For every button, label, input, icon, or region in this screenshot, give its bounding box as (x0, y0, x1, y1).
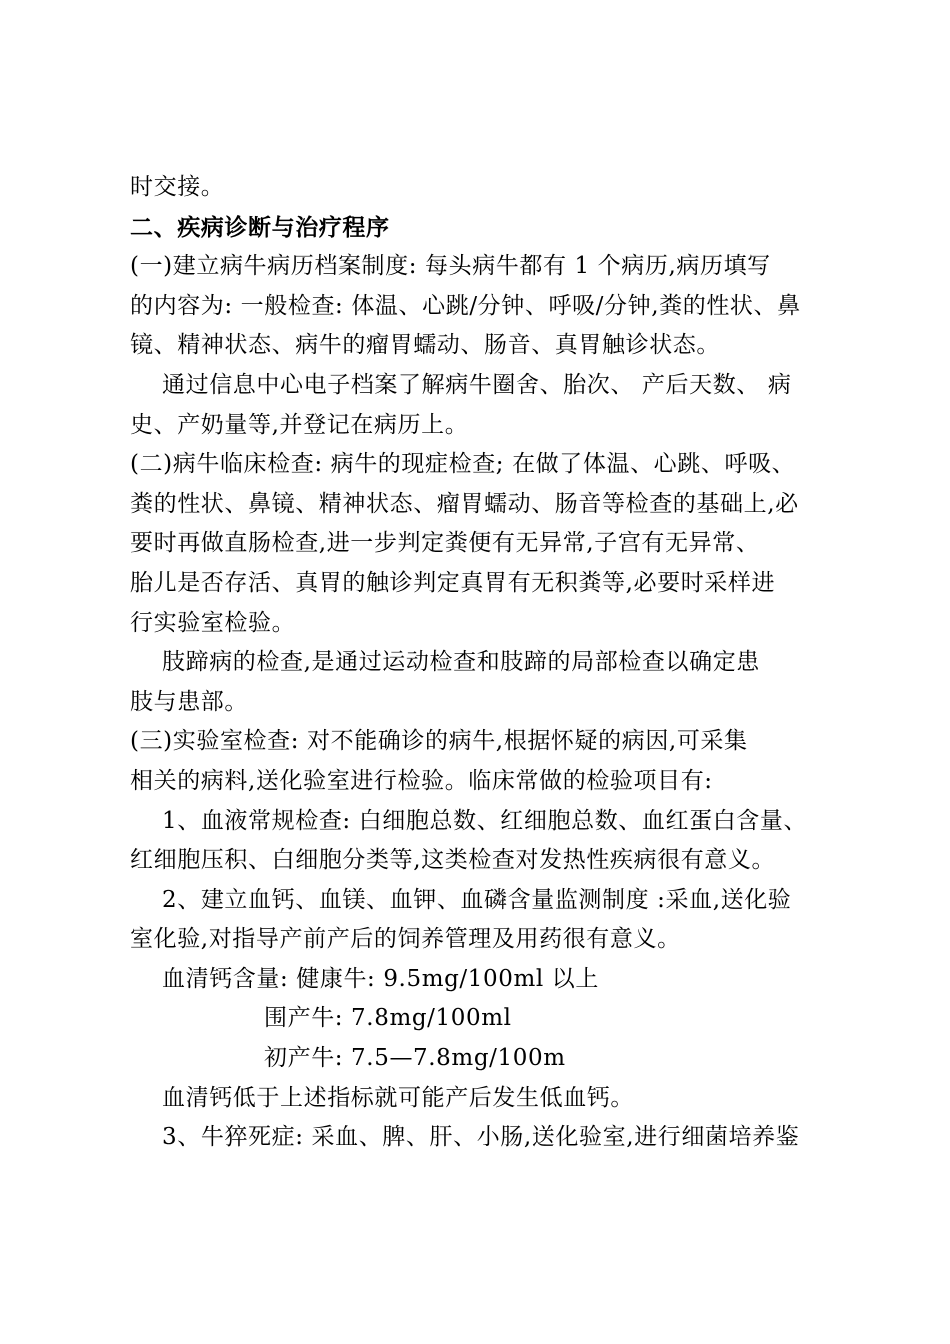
text-line: 的内容为: 一般检查: 体温、心跳/分钟、呼吸/分钟,粪的性状、鼻 (130, 292, 801, 319)
text-line: 肢蹄病的检查,是通过运动检查和肢蹄的局部检查以确定患 (162, 649, 760, 676)
text-line: 行实验室检验。 (130, 609, 296, 636)
text-line: 肢与患部。 (130, 688, 248, 715)
text-line: (三)实验室检查: 对不能确诊的病牛,根据怀疑的病因,可采集 (130, 728, 748, 755)
section-heading: 二、疾病诊断与治疗程序 (130, 213, 390, 241)
text-line: 2、建立血钙、血镁、血钾、血磷含量监测制度 :采血,送化验 (162, 886, 792, 913)
text-line: 室化验,对指导产前产后的饲养管理及用药很有意义。 (130, 926, 681, 953)
text-line: 胎儿是否存活、真胃的触诊判定真胃有无积粪等,必要时采样进 (130, 569, 776, 596)
text-line: 镜、精神状态、病牛的瘤胃蠕动、肠音、真胃触诊状态。 (130, 332, 720, 359)
text-line: (二)病牛临床检查: 病牛的现症检查; 在做了体温、心跳、呼吸、 (130, 451, 796, 478)
text-line: 要时再做直肠检查,进一步判定粪便有无异常,子宫有无异常、 (130, 530, 760, 557)
text-line: 粪的性状、鼻镜、精神状态、瘤胃蠕动、肠音等检查的基础上,必 (130, 490, 799, 517)
text-line: 血清钙低于上述指标就可能产后发生低血钙。 (162, 1084, 634, 1111)
text-line: 时交接。 (130, 174, 225, 200)
text-line: 相关的病料,送化验室进行检验。临床常做的检验项目有: (130, 767, 713, 794)
text-line: 血清钙含量: 健康牛: 9.5mg/100ml 以上 (162, 965, 599, 992)
text-line: (一)建立病牛病历档案制度: 每头病牛都有 1 个病历,病历填写 (130, 253, 771, 280)
document-body (130, 168, 830, 1158)
text-line: 围产牛: 7.8mg/100ml (264, 1005, 512, 1032)
text-line: 1、血液常规检查: 白细胞总数、红细胞总数、血红蛋白含量、 (162, 807, 808, 834)
text-line: 通过信息中心电子档案了解病牛圈舍、胎次、 产后天数、 病 (162, 371, 792, 398)
text-line: 史、产奶量等,并登记在病历上。 (130, 411, 469, 438)
text-line: 3、牛猝死症: 采血、脾、肝、小肠,送化验室,进行细菌培养鉴 (162, 1124, 800, 1151)
text-line: 红细胞压积、白细胞分类等,这类检查对发热性疾病很有意义。 (130, 847, 776, 874)
text-line: 初产牛: 7.5—7.8mg/100m (264, 1045, 566, 1072)
